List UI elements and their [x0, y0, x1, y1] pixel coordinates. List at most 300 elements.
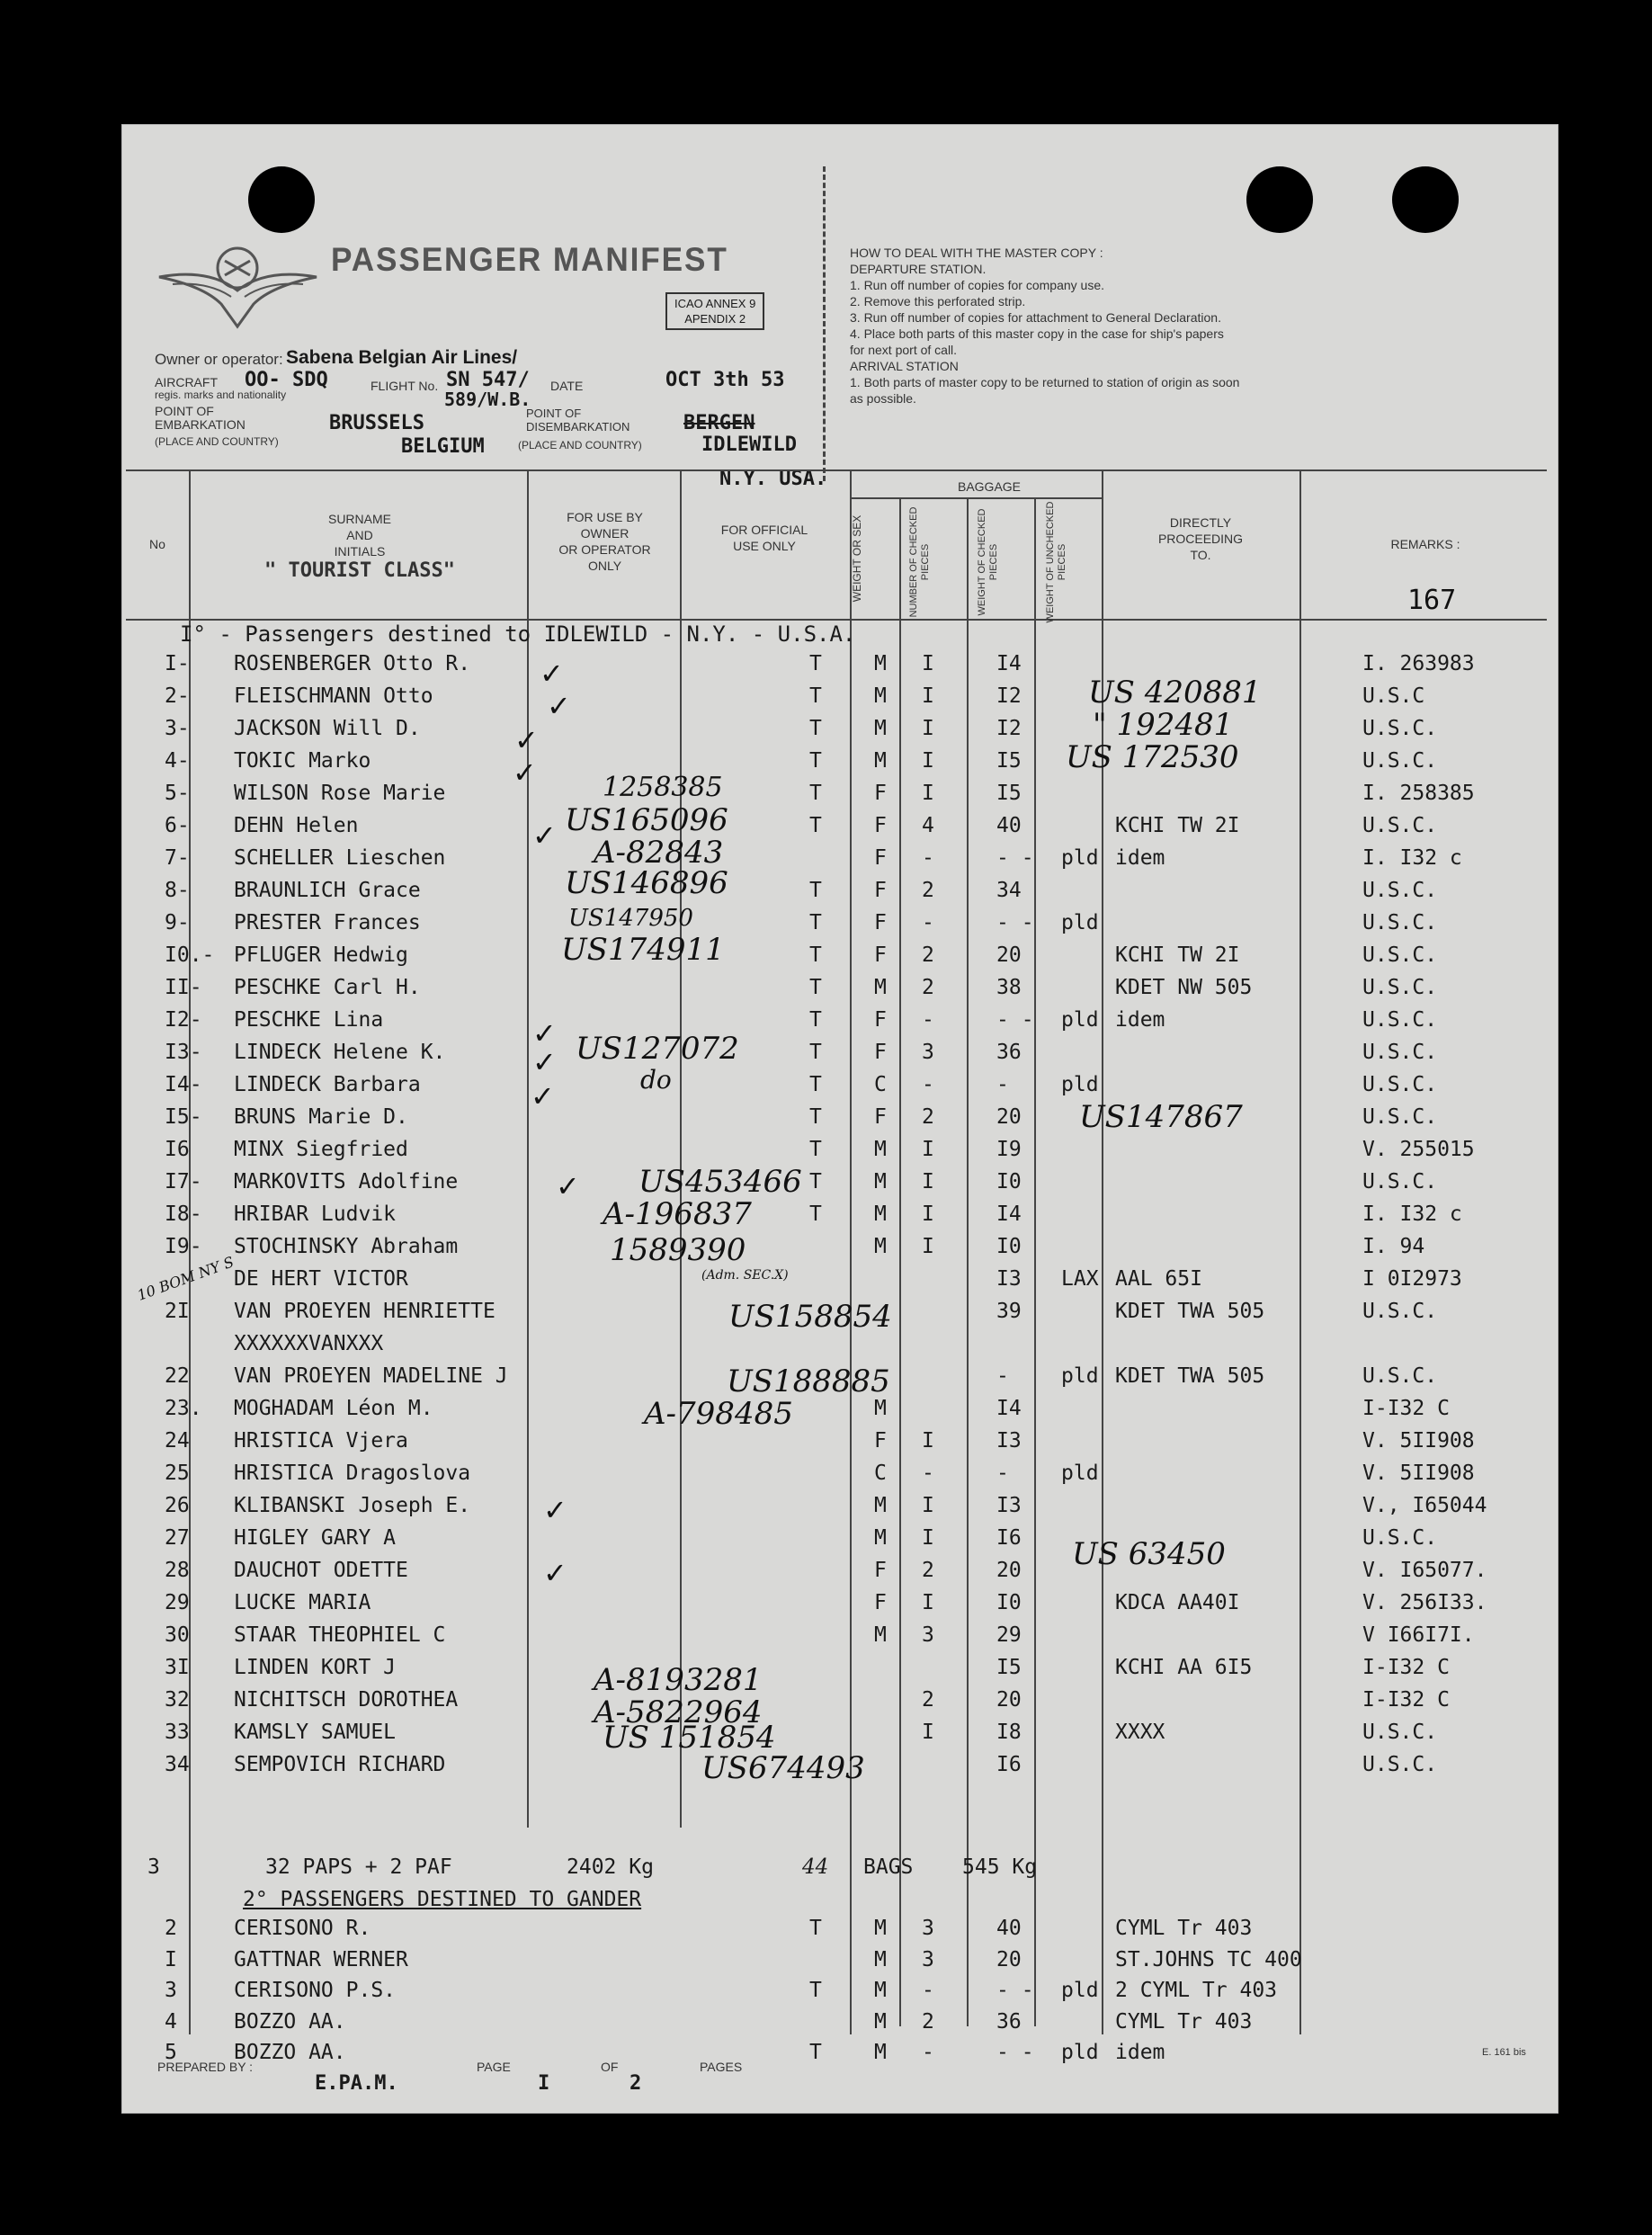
cell-no: 3-	[165, 717, 190, 740]
disembark-sub-label: (PLACE AND COUNTRY)	[518, 439, 642, 451]
cell-wt: 39	[996, 1300, 1022, 1323]
cell-no: I6	[165, 1138, 190, 1161]
cell-name: KLIBANSKI Joseph E.	[234, 1494, 471, 1517]
pages-label: PAGES	[700, 2060, 743, 2074]
cell-no: 6-	[165, 814, 190, 837]
flight-value-2: 589/W.B.	[444, 389, 531, 410]
cell-pcs: I	[922, 1494, 934, 1517]
cell-rem: U.S.C.	[1362, 1041, 1438, 1064]
cell-wt: -	[996, 1364, 1009, 1388]
cell-rem: U.S.C.	[1362, 976, 1438, 999]
cell-t: T	[809, 1979, 822, 2002]
cell-unc: pld	[1061, 1364, 1099, 1388]
cell-pcs: I	[922, 684, 934, 708]
master-copy-instructions	[850, 245, 1470, 407]
cell-name: WILSON Rose Marie	[234, 782, 446, 805]
cell-rem: I 0I2973	[1362, 1267, 1462, 1291]
cell-rem: U.S.C.	[1362, 1753, 1438, 1776]
cell-wt: I3	[996, 1267, 1022, 1291]
cell-t: T	[809, 943, 822, 967]
cell-pcs: 3	[922, 1041, 934, 1064]
cell-wt: 40	[996, 1917, 1022, 1940]
cell-sex: C	[874, 1073, 887, 1096]
manifest-title: PASSENGER MANIFEST	[331, 241, 728, 278]
col-owner-l1: FOR USE BY	[567, 510, 643, 524]
cell-sex: M	[874, 1917, 887, 1940]
table-row	[126, 779, 1547, 811]
totals-pax-count: 3	[147, 1855, 160, 1879]
cell-wt: I3	[996, 1429, 1022, 1453]
totals-bags-label: BAGS	[863, 1855, 914, 1879]
cell-name: CERISONO P.S.	[234, 1979, 397, 2002]
embark-country: BELGIUM	[401, 435, 485, 458]
cell-wt: I0	[996, 1170, 1022, 1193]
cell-name: ROSENBERGER Otto R.	[234, 652, 471, 675]
table-row	[126, 2038, 1547, 2070]
cell-wt: I5	[996, 782, 1022, 805]
table-row	[126, 1524, 1547, 1556]
cell-rem: I. I32 c	[1362, 846, 1462, 870]
col-weight-unchecked: WEIGHT OF UNCHECKED PIECES	[1045, 501, 1067, 623]
cell-pcs: -	[922, 2041, 934, 2064]
cell-rem: I. 258385	[1362, 782, 1475, 805]
cell-wt: 36	[996, 2009, 1022, 2034]
table-row	[126, 746, 1547, 779]
of-value: 2	[630, 2072, 642, 2095]
cell-name: DE HERT VICTOR	[234, 1267, 408, 1291]
cell-wt: - -	[996, 1979, 1034, 2002]
cell-pcs: I	[922, 717, 934, 740]
table-row	[126, 973, 1547, 1006]
table-row	[126, 682, 1547, 714]
cell-pcs: I	[922, 1138, 934, 1161]
cell-t: T	[809, 1041, 822, 1064]
instruction-line: DEPARTURE STATION.	[850, 262, 987, 276]
cell-rem: I. I32 c	[1362, 1202, 1462, 1226]
cell-no: I	[165, 1947, 177, 1971]
handwritten-note: US127072	[576, 1031, 739, 1067]
cell-proc: CYML Tr 403	[1115, 2009, 1253, 2034]
handwritten-note: US174911	[561, 932, 725, 968]
cell-wt: 20	[996, 1105, 1022, 1129]
cell-name: HRIBAR Ludvik	[234, 1202, 397, 1226]
table-row	[126, 1135, 1547, 1167]
table-row	[126, 1588, 1547, 1621]
cell-no: I9-	[165, 1235, 202, 1258]
instruction-line: HOW TO DEAL WITH THE MASTER COPY :	[850, 246, 1103, 260]
col-official-use	[683, 522, 845, 554]
cell-rem: U.S.C.	[1362, 911, 1438, 934]
prepared-by-value: E.PA.M.	[315, 2072, 398, 2095]
col-baggage: BAGGAGE	[957, 479, 1022, 494]
cell-sex: F	[874, 1429, 887, 1453]
cell-sex: M	[874, 1494, 887, 1517]
table-row	[126, 1945, 1547, 1978]
instruction-line: as possible.	[850, 391, 916, 406]
handwritten-note: US165096	[565, 802, 728, 838]
cell-no: 25	[165, 1462, 190, 1485]
cell-pcs: 3	[922, 1623, 934, 1647]
col-proceeding	[1106, 514, 1295, 563]
cell-unc: LAX	[1061, 1267, 1099, 1291]
table-row	[126, 1265, 1547, 1297]
form-code: E. 161 bis	[1482, 2047, 1526, 2058]
date-value: OCT 3th 53	[665, 369, 785, 391]
table-row	[126, 811, 1547, 844]
table-row	[126, 1232, 1547, 1265]
cell-sex: M	[874, 1526, 887, 1550]
table-top-line	[126, 469, 1547, 471]
cell-no: 5-	[165, 782, 190, 805]
col-proc-l2: PROCEEDING	[1157, 532, 1244, 546]
cell-no: I0.-	[165, 943, 215, 967]
instruction-line: for next port of call.	[850, 343, 958, 357]
cell-sex: M	[874, 717, 887, 740]
cell-name: PFLUGER Hedwig	[234, 943, 408, 967]
cell-sex: F	[874, 1559, 887, 1582]
cell-no: 32	[165, 1688, 190, 1712]
cell-name: STAAR THEOPHIEL C	[234, 1623, 446, 1647]
check-mark: ✓	[513, 755, 537, 790]
instruction-line: 3. Run off number of copies for attachment to General Declaration.	[850, 310, 1221, 325]
handwritten-note: US674493	[701, 1750, 865, 1786]
table-row	[126, 908, 1547, 941]
handwritten-note: 1589390	[610, 1232, 746, 1268]
cell-sex: F	[874, 1041, 887, 1064]
cell-name: NICHITSCH DOROTHEA	[234, 1688, 459, 1712]
cell-name: KAMSLY SAMUEL	[234, 1721, 397, 1744]
cell-t: T	[809, 1138, 822, 1161]
cell-wt: I6	[996, 1526, 1022, 1550]
check-mark: ✓	[531, 1079, 555, 1113]
cell-sex: M	[874, 1138, 887, 1161]
cell-t: T	[809, 1008, 822, 1032]
owner-label: Owner or operator:	[155, 351, 283, 368]
cell-wt: 20	[996, 1947, 1022, 1971]
cell-rem: U.S.C.	[1362, 717, 1438, 740]
cell-no: I4-	[165, 1073, 202, 1096]
cell-rem: I-I32 C	[1362, 1688, 1450, 1712]
cell-name: SCHELLER Lieschen	[234, 846, 446, 870]
table-row	[126, 1491, 1547, 1524]
aircraft-sub-label: regis. marks and nationality	[155, 389, 287, 401]
totals-row	[126, 1853, 1547, 1885]
cell-sex: M	[874, 684, 887, 708]
cell-wt: 40	[996, 814, 1022, 837]
cell-pcs: -	[922, 1008, 934, 1032]
cell-rem: V. 5II908	[1362, 1462, 1475, 1485]
cell-pcs: I	[922, 749, 934, 773]
cell-wt: 29	[996, 1623, 1022, 1647]
cell-pcs: 2	[922, 2009, 934, 2034]
cell-name: BOZZO AA.	[234, 2009, 346, 2034]
cell-pcs: 2	[922, 1688, 934, 1712]
instruction-line: 2. Remove this perforated strip.	[850, 294, 1026, 308]
cell-wt: 20	[996, 943, 1022, 967]
handwritten-note: (Adm. SEC.X)	[701, 1268, 789, 1283]
cell-rem: V. 256I33.	[1362, 1591, 1487, 1614]
handwritten-note: US 63450	[1072, 1536, 1226, 1572]
cell-proc: KCHI AA 6I5	[1115, 1656, 1253, 1679]
flight-label: FLIGHT No.	[371, 379, 439, 393]
cell-sex: M	[874, 749, 887, 773]
cell-no: 28	[165, 1559, 190, 1582]
cell-pcs: 4	[922, 814, 934, 837]
table-row	[126, 876, 1547, 908]
table-row	[126, 1718, 1547, 1750]
cell-no: 30	[165, 1623, 190, 1647]
cell-name: LINDEN KORT J	[234, 1656, 397, 1679]
cell-no: I2-	[165, 1008, 202, 1032]
page-number: 167	[1407, 585, 1457, 616]
cell-t: T	[809, 814, 822, 837]
cell-sex: M	[874, 1979, 887, 2002]
date-label: DATE	[550, 379, 584, 393]
cell-name: MINX Siegfried	[234, 1138, 408, 1161]
disembark-label: POINT OF DISEMBARKATION	[526, 407, 630, 434]
handwritten-note: US146896	[565, 865, 728, 901]
cell-rem: I-I32 C	[1362, 1656, 1450, 1679]
check-mark: ✓	[547, 689, 571, 723]
cell-rem: U.S.C.	[1362, 1170, 1438, 1193]
col-owner-l4: ONLY	[587, 559, 622, 573]
cell-sex: M	[874, 2041, 887, 2064]
col-weight-or-sex: WEIGHT OR SEX	[851, 514, 863, 603]
cell-rem: I-I32 C	[1362, 1397, 1450, 1420]
icao-box	[665, 292, 764, 330]
cell-wt: I5	[996, 749, 1022, 773]
check-mark: ✓	[532, 818, 557, 853]
cell-no: 22	[165, 1364, 190, 1388]
cell-t: T	[809, 1917, 822, 1940]
handwritten-note: " 192481	[1093, 707, 1234, 743]
cell-unc: pld	[1061, 1073, 1099, 1096]
cell-pcs: I	[922, 1721, 934, 1744]
cell-wt: 36	[996, 1041, 1022, 1064]
cell-wt: I8	[996, 1721, 1022, 1744]
cell-sex: M	[874, 1202, 887, 1226]
cell-no: 24	[165, 1429, 190, 1453]
cell-name: GATTNAR WERNER	[234, 1947, 408, 1971]
cell-t: T	[809, 879, 822, 902]
col-surname-l1: SURNAME	[327, 512, 391, 526]
cell-no: 29	[165, 1591, 190, 1614]
cell-wt: I2	[996, 717, 1022, 740]
cell-sex: F	[874, 1591, 887, 1614]
cell-no: 27	[165, 1526, 190, 1550]
cell-name: LINDECK Barbara	[234, 1073, 421, 1096]
embark-label: POINT OF EMBARKATION	[155, 404, 246, 432]
handwritten-note: A-798485	[644, 1396, 793, 1432]
cell-wt: I6	[996, 1753, 1022, 1776]
table-row	[126, 1976, 1547, 2008]
page-value: I	[538, 2072, 550, 2095]
col-owner-l2: OWNER	[580, 526, 630, 541]
disembark-country: N.Y. USA.	[719, 468, 827, 490]
cell-no: 33	[165, 1721, 190, 1744]
cell-wt: 20	[996, 1688, 1022, 1712]
totals-weight: 2402 Kg	[567, 1855, 654, 1879]
totals-bags-count: 44	[802, 1855, 829, 1879]
col-surname-l2: AND	[346, 528, 373, 542]
cell-rem: V. 255015	[1362, 1138, 1475, 1161]
cell-name: MOGHADAM Léon M.	[234, 1397, 433, 1420]
cell-sex: C	[874, 1462, 887, 1485]
sabena-logo-icon	[155, 241, 321, 335]
cell-rem: V. I65077.	[1362, 1559, 1487, 1582]
cell-rem: I. 263983	[1362, 652, 1475, 675]
cell-no: 5	[165, 2041, 177, 2064]
cell-proc: idem	[1115, 1008, 1165, 1032]
table-row	[126, 714, 1547, 746]
table-row	[126, 1167, 1547, 1200]
aircraft-label: AIRCRAFT	[155, 375, 218, 389]
cell-sex: F	[874, 1105, 887, 1129]
handwritten-note: US158854	[728, 1299, 892, 1335]
instruction-line: 1. Both parts of master copy to be returned to station of origin as soon	[850, 375, 1240, 389]
handwritten-note: US453466	[638, 1164, 802, 1200]
section-idlewild-text: I° - Passengers destined to IDLEWILD - N.Y. - U.S.A.	[180, 621, 856, 647]
cell-name: HRISTICA Vjera	[234, 1429, 408, 1453]
cell-unc: pld	[1061, 2041, 1099, 2064]
table-row	[126, 1621, 1547, 1653]
col-surname-l3: INITIALS	[334, 544, 386, 559]
cell-no: 4-	[165, 749, 190, 773]
cell-wt: 34	[996, 879, 1022, 902]
cell-sex: M	[874, 1397, 887, 1420]
cell-pcs: 2	[922, 943, 934, 967]
cell-proc: idem	[1115, 846, 1165, 870]
cell-t: T	[809, 1073, 822, 1096]
cell-sex: F	[874, 1008, 887, 1032]
table-row	[126, 1426, 1547, 1459]
cell-pcs: 2	[922, 976, 934, 999]
tourist-class-label: " TOURIST CLASS"	[264, 559, 455, 582]
cell-wt: I4	[996, 1202, 1022, 1226]
cell-unc: pld	[1061, 846, 1099, 870]
cell-no: 9-	[165, 911, 190, 934]
cell-wt: - -	[996, 846, 1034, 870]
col-proc-l1: DIRECTLY	[1169, 515, 1232, 530]
cell-no: 4	[165, 2009, 177, 2034]
instruction-line: 4. Place both parts of this master copy in the case for ship's papers	[850, 326, 1224, 341]
col-owner-use	[531, 509, 679, 574]
cell-wt: I5	[996, 1656, 1022, 1679]
cell-wt: 38	[996, 976, 1022, 999]
cell-proc: KDCA AA40I	[1115, 1591, 1240, 1614]
cell-wt: 20	[996, 1559, 1022, 1582]
table-row	[126, 941, 1547, 973]
cell-name: DAUCHOT ODETTE	[234, 1559, 408, 1582]
cell-no: 3I	[165, 1656, 190, 1679]
instruction-line: 1. Run off number of copies for company use.	[850, 278, 1105, 292]
handwritten-note: US188885	[727, 1363, 890, 1399]
cell-wt: - -	[996, 1008, 1034, 1032]
cell-name: TOKIC Marko	[234, 749, 371, 773]
table-row	[126, 1653, 1547, 1685]
cell-sex: M	[874, 1170, 887, 1193]
handwritten-note: A-8193281	[594, 1662, 763, 1698]
totals-pax: 32 PAPS + 2 PAF	[265, 1855, 452, 1879]
col-checked-pieces: NUMBER OF CHECKED PIECES	[908, 506, 931, 618]
cell-t: T	[809, 976, 822, 999]
check-mark: ✓	[543, 1493, 567, 1527]
cell-name: BRUNS Marie D.	[234, 1105, 408, 1129]
totals-bags-weight: 545 Kg	[962, 1855, 1038, 1879]
handwritten-note: US 151854	[603, 1720, 776, 1756]
cell-name: XXXXXXVANXXX	[234, 1332, 384, 1355]
cell-proc: idem	[1115, 2041, 1165, 2064]
cell-no: I3-	[165, 1041, 202, 1064]
check-mark: ✓	[540, 657, 564, 691]
cell-no: II-	[165, 976, 202, 999]
cell-unc: pld	[1061, 1008, 1099, 1032]
cell-rem: V., I65044	[1362, 1494, 1487, 1517]
col-no: No	[149, 537, 165, 551]
cell-pcs: -	[922, 1979, 934, 2002]
cell-name: MARKOVITS Adolfine	[234, 1170, 459, 1193]
cell-no: 7-	[165, 846, 190, 870]
check-mark: ✓	[556, 1169, 580, 1203]
perforation-line	[823, 166, 826, 481]
cell-name: PRESTER Frances	[234, 911, 421, 934]
cell-proc: 2 CYML Tr 403	[1115, 1979, 1278, 2002]
cell-rem: V. 5II908	[1362, 1429, 1475, 1453]
cell-sex: F	[874, 846, 887, 870]
cell-t: T	[809, 911, 822, 934]
cell-pcs: -	[922, 911, 934, 934]
cell-name: LUCKE MARIA	[234, 1591, 371, 1614]
table-row	[126, 1914, 1547, 1946]
handwritten-note: US147867	[1079, 1099, 1243, 1135]
cell-sex: M	[874, 1947, 887, 1971]
cell-proc: XXXX	[1115, 1721, 1165, 1744]
cell-name: VAN PROEYEN MADELINE J	[234, 1364, 508, 1388]
cell-wt: I0	[996, 1591, 1022, 1614]
cell-sex: M	[874, 1235, 887, 1258]
cell-wt: I2	[996, 684, 1022, 708]
cell-rem: U.S.C.	[1362, 749, 1438, 773]
prepared-by-label: PREPARED BY :	[157, 2060, 254, 2074]
cell-name: PESCHKE Lina	[234, 1008, 384, 1032]
cell-wt: I4	[996, 1397, 1022, 1420]
cell-sex: M	[874, 1623, 887, 1647]
cell-name: STOCHINSKY Abraham	[234, 1235, 459, 1258]
cell-no: I8-	[165, 1202, 202, 1226]
table-row	[126, 1103, 1547, 1135]
cell-name: HIGLEY GARY A	[234, 1526, 397, 1550]
cell-rem: U.S.C.	[1362, 1300, 1438, 1323]
col-official-l2: USE ONLY	[733, 539, 796, 553]
handwritten-note: US 420881	[1088, 675, 1262, 711]
col-owner-l3: OR OPERATOR	[558, 542, 651, 557]
col-proc-l3: TO.	[1190, 548, 1211, 562]
cell-t: T	[809, 1170, 822, 1193]
icao-annex: ICAO ANNEX 9	[674, 297, 756, 310]
cell-unc: pld	[1061, 1979, 1099, 2002]
cell-name: DEHN Helen	[234, 814, 359, 837]
of-label: OF	[601, 2060, 619, 2074]
icao-appendix: APENDIX 2	[684, 312, 746, 326]
cell-rem: U.S.C.	[1362, 814, 1438, 837]
cell-pcs: I	[922, 1429, 934, 1453]
check-mark: ✓	[543, 1556, 567, 1590]
cell-wt: I9	[996, 1138, 1022, 1161]
embark-city: BRUSSELS	[329, 412, 424, 434]
cell-unc: pld	[1061, 911, 1099, 934]
table-row	[126, 1070, 1547, 1103]
cell-proc: ST.JOHNS TC 400	[1115, 1947, 1302, 1971]
